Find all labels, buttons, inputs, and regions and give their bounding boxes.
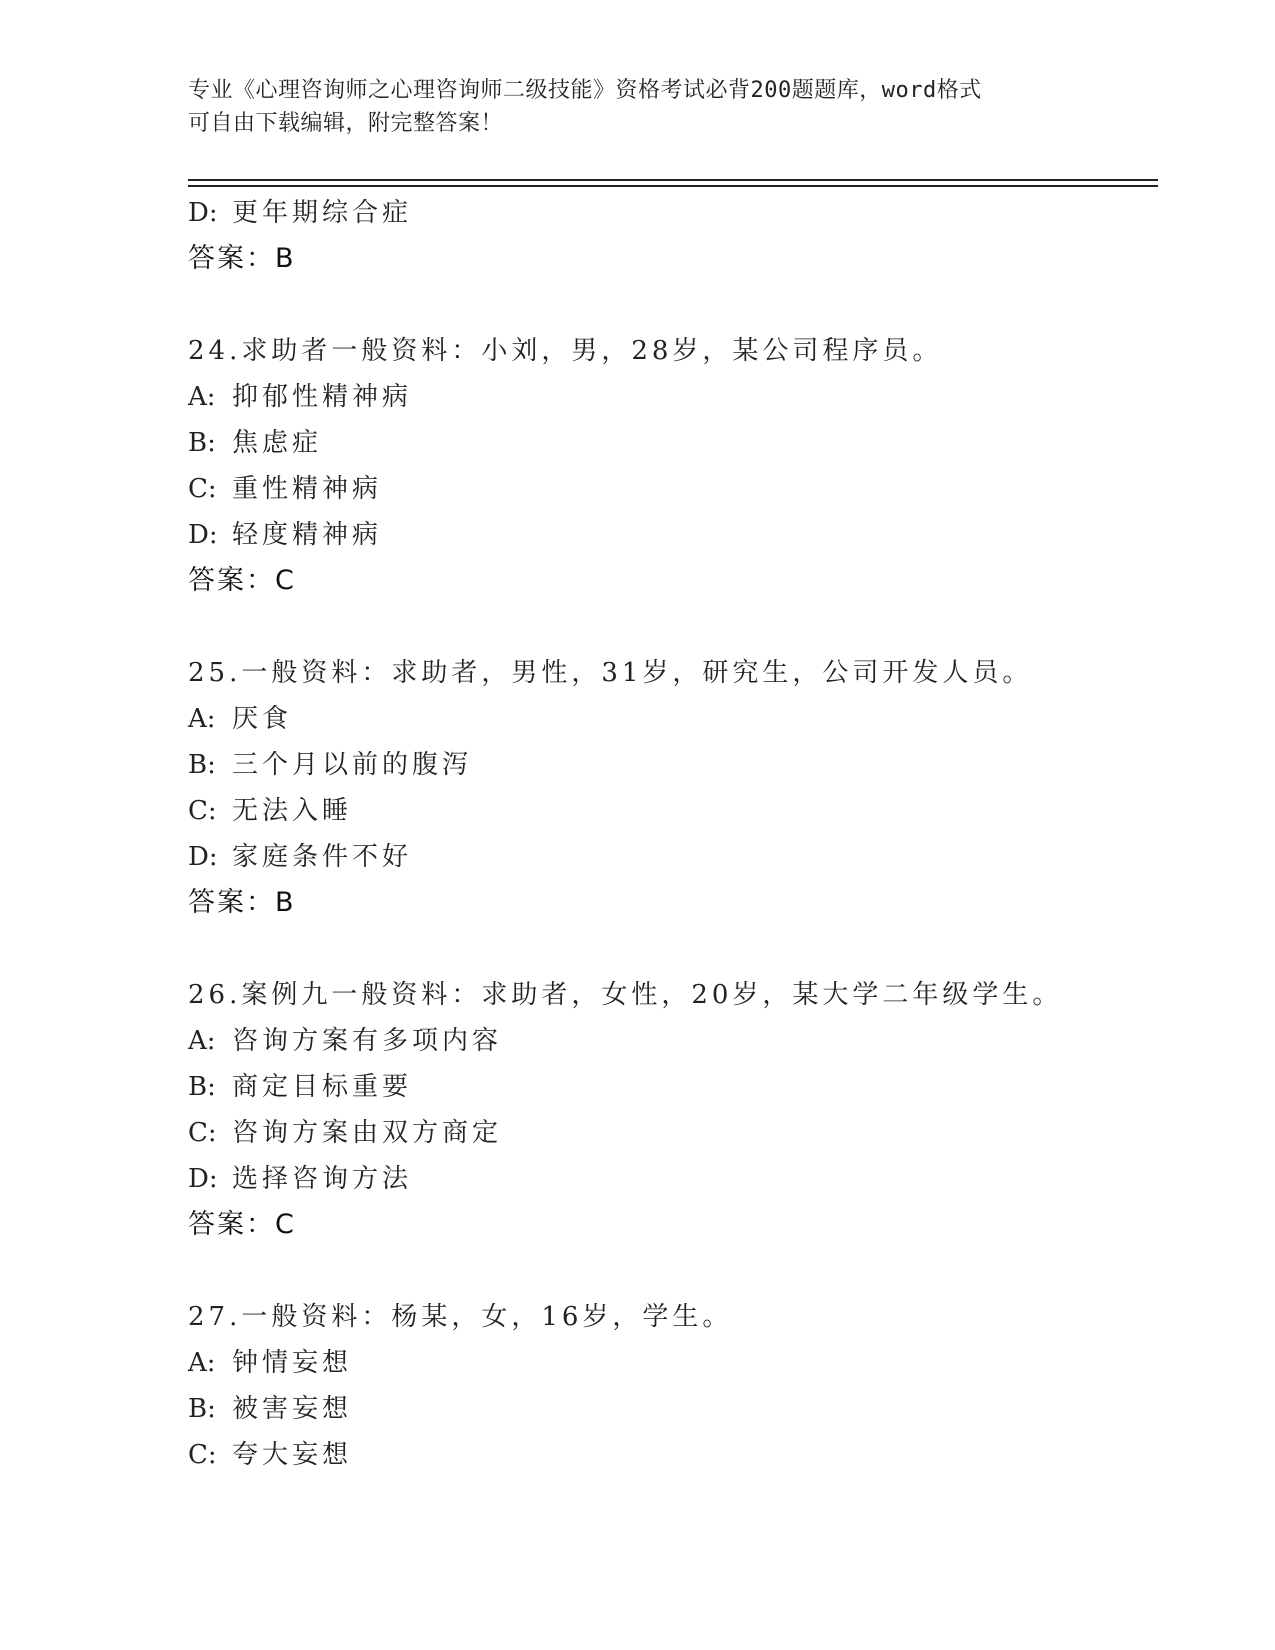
answer-line: 答案：C bbox=[188, 565, 296, 596]
option-letter: C: bbox=[188, 1440, 217, 1470]
header-divider-top bbox=[188, 179, 1158, 181]
option-letter: A: bbox=[188, 1348, 216, 1378]
option-text: 钟情妄想 bbox=[232, 1348, 353, 1378]
option-letter: D: bbox=[188, 1164, 218, 1194]
option-text: 商定目标重要 bbox=[232, 1072, 413, 1102]
option-text: 厌食 bbox=[232, 704, 293, 734]
option-text: 轻度精神病 bbox=[232, 520, 383, 550]
option-text: 更年期综合症 bbox=[232, 198, 413, 228]
option-d bbox=[188, 512, 1168, 558]
option-letter: B: bbox=[188, 1394, 216, 1424]
option-text: 抑郁性精神病 bbox=[232, 382, 413, 412]
option-letter: C: bbox=[188, 474, 217, 504]
answer-line: 答案：B bbox=[188, 243, 296, 274]
question-stem: 25.一般资料：求助者，男性，31岁，研究生，公司开发人员。 bbox=[188, 658, 1033, 688]
option-letter: D: bbox=[188, 198, 218, 228]
option-text: 重性精神病 bbox=[232, 474, 383, 504]
option-b bbox=[188, 1064, 1168, 1110]
answer-line: 答案：C bbox=[188, 1209, 296, 1240]
option-b bbox=[188, 1386, 1168, 1432]
question-stem: 24.求助者一般资料：小刘，男，28岁，某公司程序员。 bbox=[188, 336, 943, 366]
option-text: 夸大妄想 bbox=[232, 1440, 353, 1470]
option-text: 焦虑症 bbox=[232, 428, 323, 458]
page-header bbox=[188, 74, 1088, 140]
option-text: 三个月以前的腹泻 bbox=[232, 750, 473, 780]
header-line-1: 专业《心理咨询师之心理咨询师二级技能》资格考试必背200题题库，word格式 bbox=[188, 78, 982, 103]
option-d bbox=[188, 834, 1168, 880]
option-c bbox=[188, 466, 1168, 512]
question-stem: 26.案例九一般资料：求助者，女性，20岁，某大学二年级学生。 bbox=[188, 980, 1063, 1010]
option-b bbox=[188, 742, 1168, 788]
option-letter: B: bbox=[188, 750, 216, 780]
option-letter: D: bbox=[188, 842, 218, 872]
option-letter: D: bbox=[188, 520, 218, 550]
option-letter: A: bbox=[188, 704, 216, 734]
spacer bbox=[188, 1248, 1168, 1294]
option-a bbox=[188, 1018, 1168, 1064]
option-d bbox=[188, 1156, 1168, 1202]
option-letter: C: bbox=[188, 1118, 217, 1148]
option-letter: C: bbox=[188, 796, 217, 826]
option-text: 被害妄想 bbox=[232, 1394, 353, 1424]
spacer bbox=[188, 282, 1168, 328]
option-a bbox=[188, 1340, 1168, 1386]
option-c bbox=[188, 1110, 1168, 1156]
answer-line: 答案：B bbox=[188, 887, 296, 918]
option-letter: A: bbox=[188, 1026, 216, 1056]
option-letter: A: bbox=[188, 382, 216, 412]
option-d bbox=[188, 190, 1168, 236]
option-a bbox=[188, 696, 1168, 742]
spacer bbox=[188, 604, 1168, 650]
option-a bbox=[188, 374, 1168, 420]
option-letter: B: bbox=[188, 1072, 216, 1102]
option-text: 咨询方案由双方商定 bbox=[232, 1118, 503, 1148]
option-text: 咨询方案有多项内容 bbox=[232, 1026, 503, 1056]
option-c bbox=[188, 1432, 1168, 1478]
option-text: 家庭条件不好 bbox=[232, 842, 413, 872]
option-b bbox=[188, 420, 1168, 466]
option-c bbox=[188, 788, 1168, 834]
question-stem: 27.一般资料：杨某，女，16岁，学生。 bbox=[188, 1302, 733, 1332]
option-text: 无法入睡 bbox=[232, 796, 353, 826]
spacer bbox=[188, 926, 1168, 972]
question-list bbox=[188, 190, 1168, 1478]
header-line-2: 可自由下载编辑，附完整答案！ bbox=[188, 111, 504, 136]
option-letter: B: bbox=[188, 428, 216, 458]
option-text: 选择咨询方法 bbox=[232, 1164, 413, 1194]
header-divider-bottom bbox=[188, 185, 1158, 187]
